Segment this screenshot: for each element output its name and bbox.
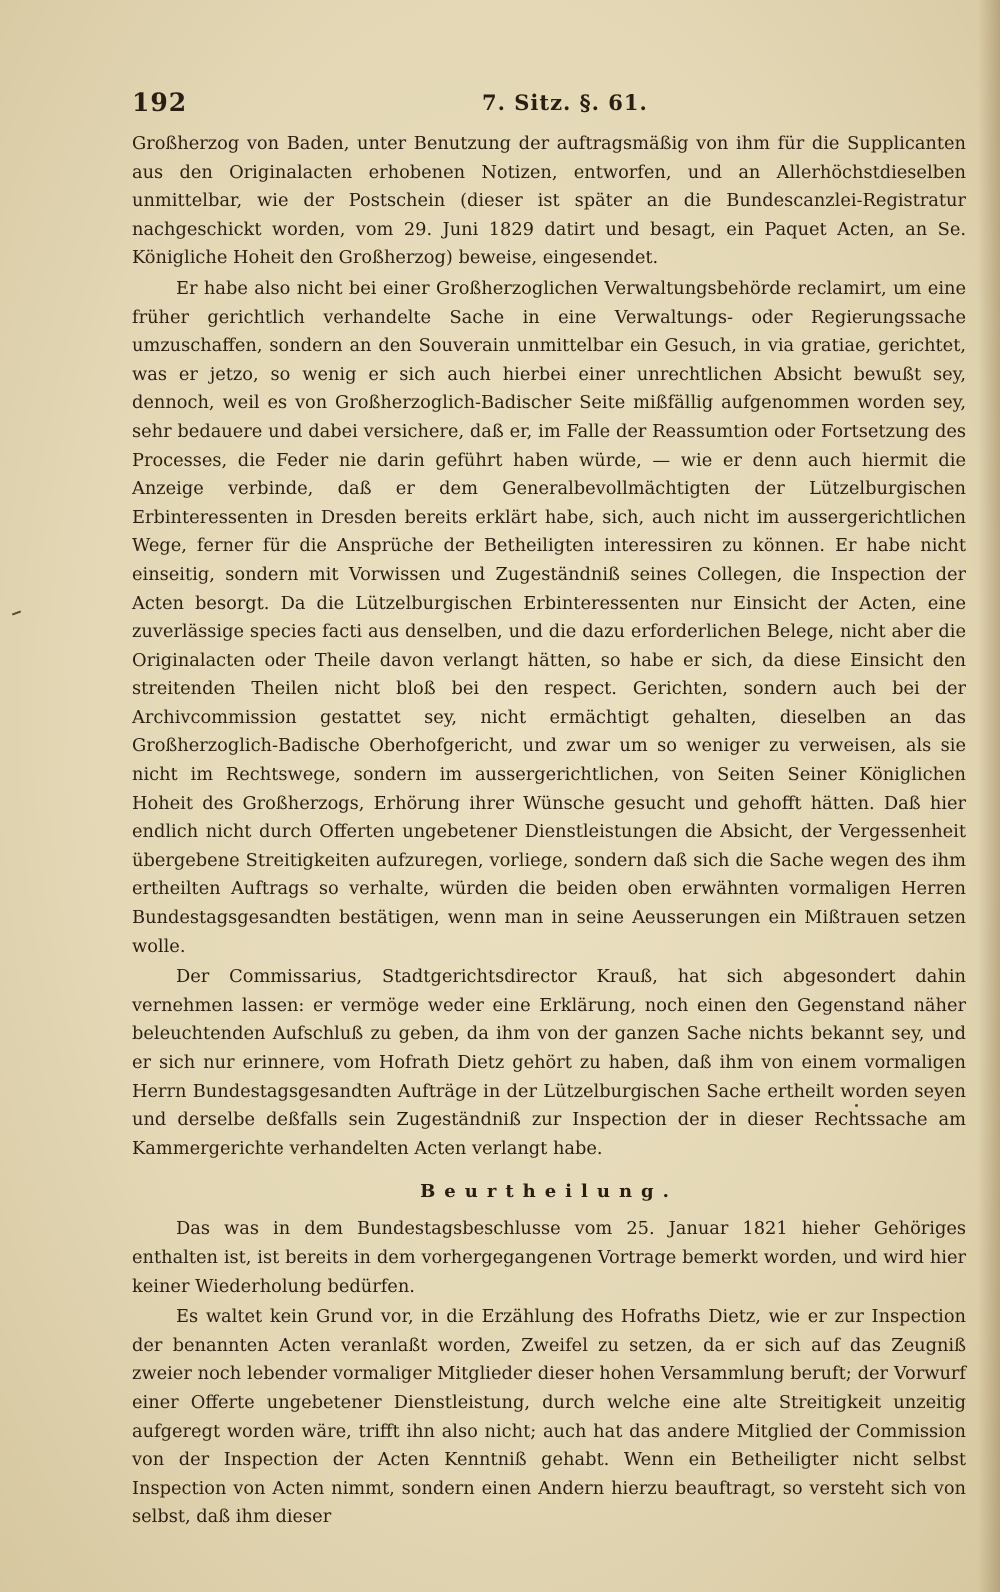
paragraph-2: Er habe also nicht bei einer Großherzoglichen Verwaltungsbehörde reclamirt, um eine früher gerichtlich verhandelte Sache in eine Verwaltungs- oder Regierungssache umzuschaffen, sondern an den Souverain unmittelbar ein Gesuch, in via gratiae, gerichtet, was er jetzo, so wenig er sich auch hierbei einer unrechtlichen Absicht bewußt sey, dennoch, weil es von Großherzoglich-Badischer Seite mißfällig aufgenommen worden sey, sehr bedauere und dabei versichere, daß er, im Falle der Reassumtion oder Fortsetzung des Processes, die Feder nie darin geführt haben würde, — wie er denn auch hiermit die Anzeige verbinde, daß er dem Generalbevollmächtigten der Lützelburgischen Erbinteressenten in Dresden bereits erklärt habe, sich, auch nicht im aussergerichtlichen Wege, ferner für die Ansprüche der Betheiligten interessiren zu können. Er habe nicht einseitig, sondern mit Vorwissen und Zugeständniß seines Collegen, die Inspection der Acten besorgt. Da die Lützelburgischen Erbinteressenten nur Einsicht der Acten, eine zuverlässige species facti aus denselben, und die dazu erforderlichen Belege, nicht aber die Originalacten oder Theile davon verlangt hätten, so habe er sich, da diese Einsicht den streitenden Theilen nicht bloß bei den respect. Gerichten, sondern auch bei der Archivcommission gestattet sey, nicht ermächtigt gehalten, dieselben an das Großherzoglich-Badische Oberhofgericht, und zwar um so weniger zu verweisen, als sie nicht im Rechtswege, sondern im aussergerichtlichen, von Seiten Seiner Königlichen Hoheit des Großherzogs, Erhörung ihrer Wünsche gesucht und gehofft hätten. Daß hier endlich nicht durch Offerten ungebetener Dienstleistungen die Absicht, der Vergessenheit übergebene Streitigkeiten aufzuregen, vorliege, sondern daß sich die Sache wegen des ihm ertheilten Auftrags so verhalte, würden die beiden oben erwähnten vormaligen Herren Bundestagsgesandten bestätigen, wenn man in seine Aeusserungen ein Mißtrauen setzen wolle. [132, 277, 966, 957]
paragraph-3: Der Commissarius, Stadtgerichtsdirector Krauß, hat sich abgesondert dahin vernehmen lassen: er vermöge weder eine Erklärung, noch einen den Gegenstand näher beleuchtenden Aufschluß zu geben, da ihm von der ganzen Sache nichts bekannt sey, und er sich nur erinnere, vom Hofrath Dietz gehört zu haben, daß ihm von einem vormaligen Herrn Bundestagsgesandten Aufträge in der Lützelburgischen Sache ertheilt worden seyen und derselbe deßfalls sein Zugeständniß zur Inspection der in dieser Rechtssache am Kammergerichte verhandelten Acten verlangt habe. [132, 966, 966, 1159]
page-edge-shadow [978, 0, 1000, 1592]
page-header [132, 88, 972, 128]
main-text [132, 130, 966, 1532]
paragraph-1: Großherzog von Baden, unter Benutzung der auftragsmäßig von ihm für die Supplicanten aus den Originalacten erhobenen Notizen, entworfen, und an Allerhöchstdieselben unmittelbar, wie der Postschein (dieser ist später an die Bundescanzlei-Registratur nachgeschickt worden, vom 29. Juni 1829 datirt und besagt, ein Paquet Acten, an Se. Königliche Hoheit den Großherzog) beweise, eingesendet. [132, 133, 966, 269]
ink-speck [855, 1104, 858, 1107]
page-number: 192 [132, 88, 188, 117]
paragraph-4: Das was in dem Bundestagsbeschlusse vom 25. Januar 1821 hieher Gehöriges enthalten ist, ist bereits in dem vorhergegangenen Vortrage bemerkt worden, und wird hier keiner Wiederholung bedürfen. [132, 1218, 966, 1297]
section-heading: Beurtheilung. [420, 1181, 678, 1203]
running-head: 7. Sitz. §. 61. [482, 90, 648, 115]
paragraph-5: Es waltet kein Grund vor, in die Erzählung des Hofraths Dietz, wie er zur Inspection der benannten Acten veranlaßt worden, Zweifel zu setzen, da er sich auf das Zeugniß zweier noch lebender vormaliger Mitglieder dieser hohen Versammlung beruft; der Vorwurf einer Offerte ungebetener Dienstleistung, durch welche eine alte Streitigkeit unzeitig aufgeregt worden wäre, trifft ihn also nicht; auch hat das andere Mitglied der Commission von der Inspection der Acten Kenntniß gehabt. Wenn ein Betheiligter nicht selbst Inspection von Acten nimmt, sondern einen Andern hierzu beauftragt, so versteht sich von selbst, daß ihm dieser [132, 1306, 966, 1528]
margin-mark [12, 611, 21, 616]
